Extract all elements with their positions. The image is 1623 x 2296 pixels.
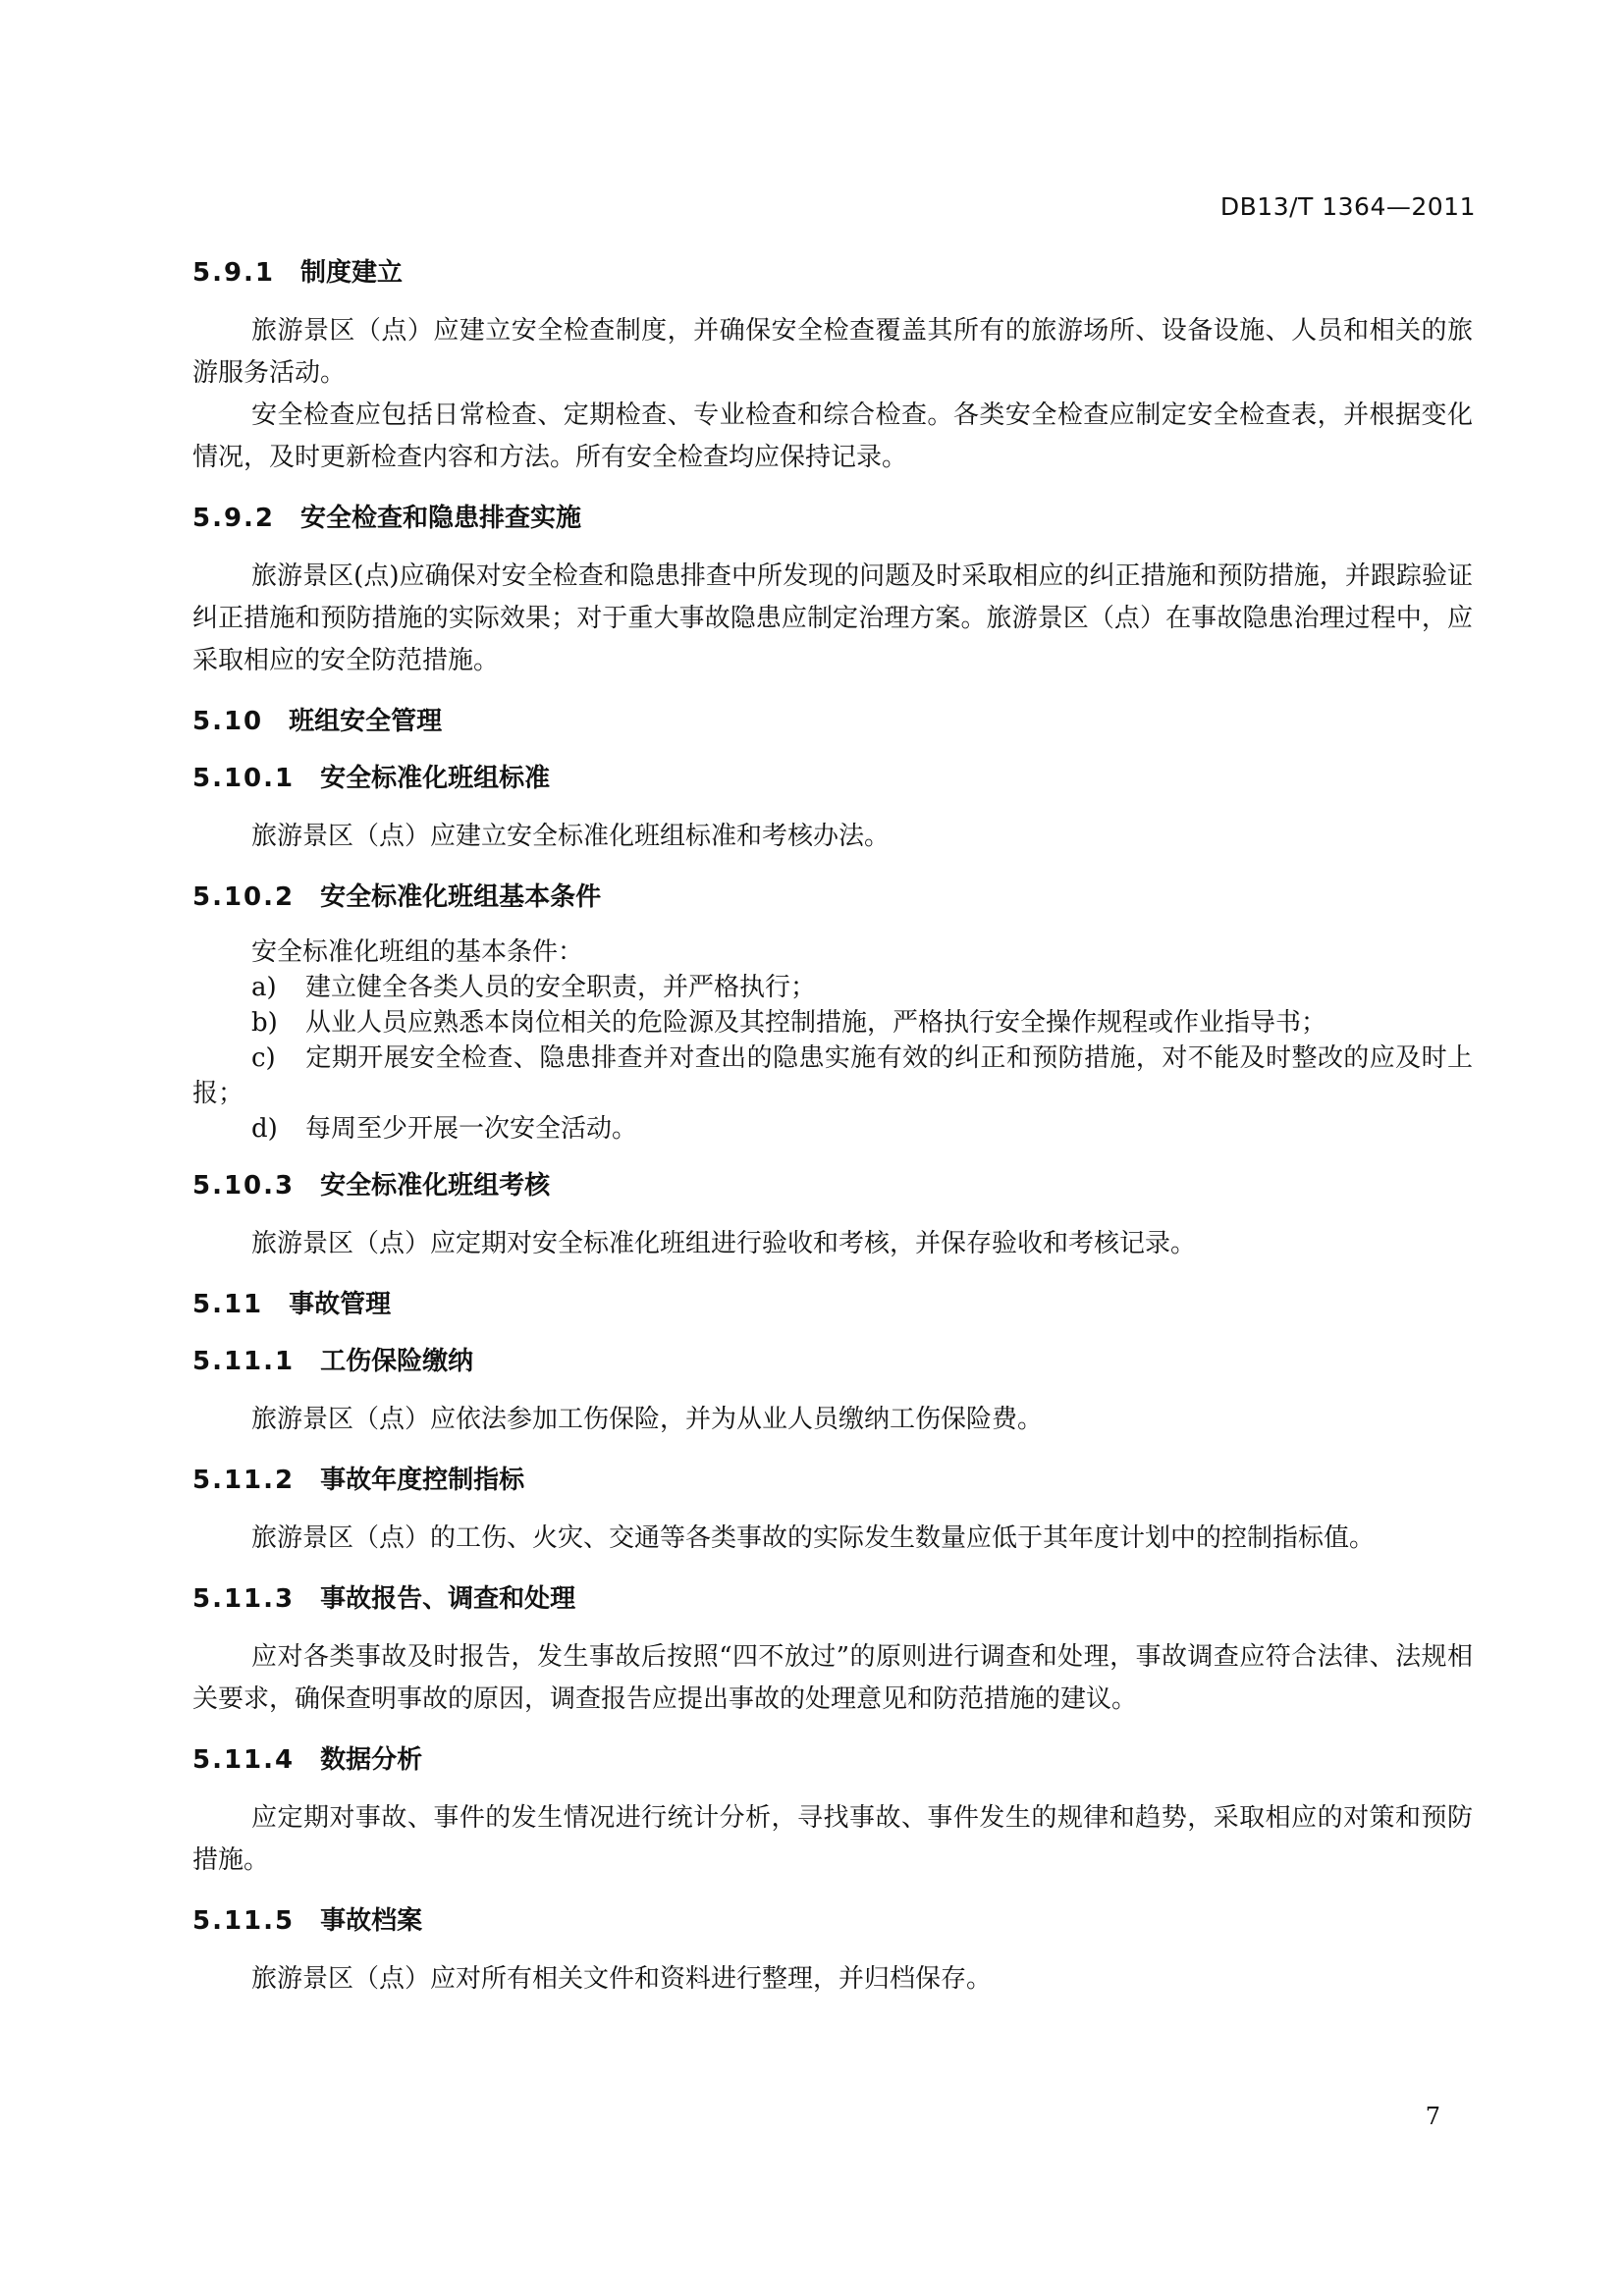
list-item-text: 定期开展安全检查、隐患排查并对查出的隐患实施有效的纠正和预防措施，对不能及时整改的应及时上报； (192, 1043, 1473, 1108)
list-marker: a) (251, 973, 277, 1002)
section-title: 安全检查和隐患排查实施 (300, 504, 582, 533)
list-item (192, 970, 1473, 1005)
heading-5-10-1 (192, 759, 1473, 798)
section-title: 数据分析 (320, 1745, 423, 1775)
paragraph: 旅游景区(点)应确保对安全检查和隐患排查中所发现的问题及时采取相应的纠正措施和预防措施，并跟踪验证纠正措施和预防措施的实际效果；对于重大事故隐患应制定治理方案。旅游景区（点）在事故隐患治理过程中，应采取相应的安全防范措施。 (192, 561, 1473, 675)
list-marker: b) (251, 1008, 278, 1038)
section-title: 事故年度控制指标 (320, 1466, 525, 1495)
paragraph: 旅游景区（点）应对所有相关文件和资料进行整理，并归档保存。 (251, 1964, 993, 1994)
section-number: 5.11 (192, 1290, 264, 1319)
paragraph: 旅游景区（点）应建立安全标准化班组标准和考核办法。 (251, 822, 891, 851)
heading-5-11-4 (192, 1740, 1473, 1780)
section-title: 工伤保险缴纳 (320, 1347, 474, 1376)
list-marker: c) (251, 1043, 276, 1073)
page-number: 7 (1425, 2103, 1440, 2130)
section-title: 事故管理 (289, 1290, 392, 1319)
list-item-text: 建立健全各类人员的安全职责，并严格执行； (305, 973, 817, 1002)
list-marker: d) (251, 1114, 278, 1144)
section-title: 班组安全管理 (289, 707, 443, 736)
section-title: 事故档案 (320, 1906, 423, 1936)
section-number: 5.11.2 (192, 1466, 296, 1495)
paragraph: 旅游景区（点）的工伤、火灾、交通等各类事故的实际发生数量应低于其年度计划中的控制指标值。 (251, 1523, 1376, 1553)
section-title: 安全标准化班组考核 (320, 1171, 551, 1201)
section-number: 5.9.2 (192, 504, 276, 533)
section-title: 安全标准化班组基本条件 (320, 882, 602, 912)
section-number: 5.11.3 (192, 1584, 296, 1614)
heading-5-10-3 (192, 1166, 1473, 1205)
paragraph: 安全标准化班组的基本条件： (251, 937, 584, 967)
heading-5-9-2 (192, 499, 1473, 538)
list-item (192, 1005, 1473, 1041)
paragraph: 旅游景区（点）应建立安全检查制度，并确保安全检查覆盖其所有的旅游场所、设备设施、人员和相关的旅游服务活动。 (192, 316, 1473, 388)
heading-5-10 (192, 702, 1473, 741)
heading-5-11-1 (192, 1342, 1473, 1381)
paragraph: 安全检查应包括日常检查、定期检查、专业检查和综合检查。各类安全检查应制定安全检查表，并根据变化情况，及时更新检查内容和方法。所有安全检查均应保持记录。 (192, 400, 1473, 472)
document-body (192, 253, 1473, 2001)
heading-5-11-5 (192, 1901, 1473, 1941)
heading-5-11-2 (192, 1461, 1473, 1500)
heading-5-10-2 (192, 878, 1473, 917)
list-item-text: 从业人员应熟悉本岗位相关的危险源及其控制措施，严格执行安全操作规程或作业指导书； (305, 1008, 1327, 1038)
section-number: 5.10 (192, 707, 264, 736)
list-item-text: 每周至少开展一次安全活动。 (305, 1114, 638, 1144)
section-number: 5.9.1 (192, 258, 276, 288)
section-number: 5.11.1 (192, 1347, 296, 1376)
section-number: 5.11.4 (192, 1745, 296, 1775)
paragraph: 旅游景区（点）应依法参加工伤保险，并为从业人员缴纳工伤保险费。 (251, 1405, 1044, 1434)
section-title: 安全标准化班组标准 (320, 764, 551, 793)
section-number: 5.10.2 (192, 882, 296, 912)
section-number: 5.10.3 (192, 1171, 296, 1201)
heading-5-9-1 (192, 253, 1473, 293)
standard-code: DB13/T 1364—2011 (1219, 192, 1476, 221)
section-number: 5.11.5 (192, 1906, 296, 1936)
paragraph: 应定期对事故、事件的发生情况进行统计分析，寻找事故、事件发生的规律和趋势，采取相应的对策和预防措施。 (192, 1803, 1473, 1875)
paragraph: 应对各类事故及时报告，发生事故后按照“四不放过”的原则进行调查和处理，事故调查应符合法律、法规相关要求，确保查明事故的原因，调查报告应提出事故的处理意见和防范措施的建议。 (192, 1642, 1473, 1714)
heading-5-11 (192, 1285, 1473, 1324)
section-title: 事故报告、调查和处理 (320, 1584, 576, 1614)
section-title: 制度建立 (300, 258, 404, 288)
paragraph: 旅游景区（点）应定期对安全标准化班组进行验收和考核，并保存验收和考核记录。 (251, 1229, 1197, 1258)
section-number: 5.10.1 (192, 764, 296, 793)
heading-5-11-3 (192, 1579, 1473, 1619)
list-item (192, 1041, 1473, 1111)
list-item (192, 1111, 1473, 1147)
